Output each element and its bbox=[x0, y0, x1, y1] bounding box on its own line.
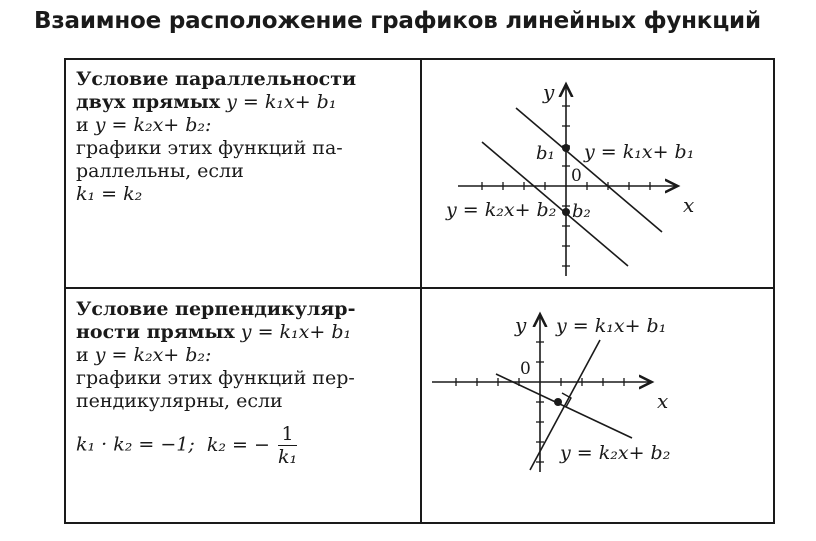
parallel-text1: графики этих функций па- bbox=[76, 137, 343, 159]
parallel-heading-text: двух прямых bbox=[76, 91, 221, 113]
parallel-b1-label: b₁ bbox=[536, 143, 555, 164]
perp-y-label: y bbox=[515, 313, 527, 337]
parallel-eq1: y = k₁x+ b₁ bbox=[226, 91, 337, 113]
perp-text2: пендикулярны, если bbox=[76, 390, 283, 412]
perp-heading-line1: Условие перпендикуляр- bbox=[76, 298, 356, 320]
perp-intersection-point bbox=[554, 398, 562, 406]
parallel-point-b2 bbox=[562, 208, 570, 216]
parallel-condition: k₁ = k₂ bbox=[76, 183, 143, 205]
perp-origin-label: 0 bbox=[520, 359, 531, 379]
parallel-line2-label: y = k₂x+ b₂ bbox=[446, 199, 557, 221]
perp-line1-label: y = k₁x+ b₁ bbox=[556, 315, 667, 337]
perp-heading-text: ности прямых bbox=[76, 321, 235, 343]
perp-and: и bbox=[76, 344, 89, 366]
perp-fraction-denominator: k₁ bbox=[277, 446, 298, 468]
perp-line2 bbox=[496, 374, 632, 438]
page-title: Взаимное расположение графиков линейных функций bbox=[34, 8, 761, 34]
perp-text1: графики этих функций пер- bbox=[76, 367, 355, 389]
parallel-y-label: y bbox=[543, 80, 555, 104]
perp-line2-label: y = k₂x+ b₂ bbox=[560, 442, 671, 464]
parallel-origin-label: 0 bbox=[571, 166, 582, 186]
parallel-graph bbox=[458, 86, 676, 276]
parallel-text2: раллельны, если bbox=[76, 160, 244, 182]
parallel-b2-label: b₂ bbox=[572, 201, 591, 222]
perp-condition2: k₂ = − bbox=[206, 433, 270, 456]
parallel-point-b1 bbox=[562, 144, 570, 152]
perp-condition1: k₁ · k₂ = −1; bbox=[76, 433, 195, 456]
parallel-and: и bbox=[76, 114, 89, 136]
perp-x-label: x bbox=[657, 389, 669, 413]
perp-eq2: y = k₂x+ b₂: bbox=[94, 344, 212, 366]
perp-eq1: y = k₁x+ b₁ bbox=[240, 321, 352, 343]
perp-fraction-numerator: 1 bbox=[278, 423, 297, 446]
parallel-eq2: y = k₂x+ b₂: bbox=[94, 114, 212, 136]
parallel-line1-label: y = k₁x+ b₁ bbox=[584, 141, 695, 163]
parallel-heading-line1: Условие параллельности bbox=[76, 68, 357, 90]
parallel-x-label: x bbox=[683, 193, 695, 217]
